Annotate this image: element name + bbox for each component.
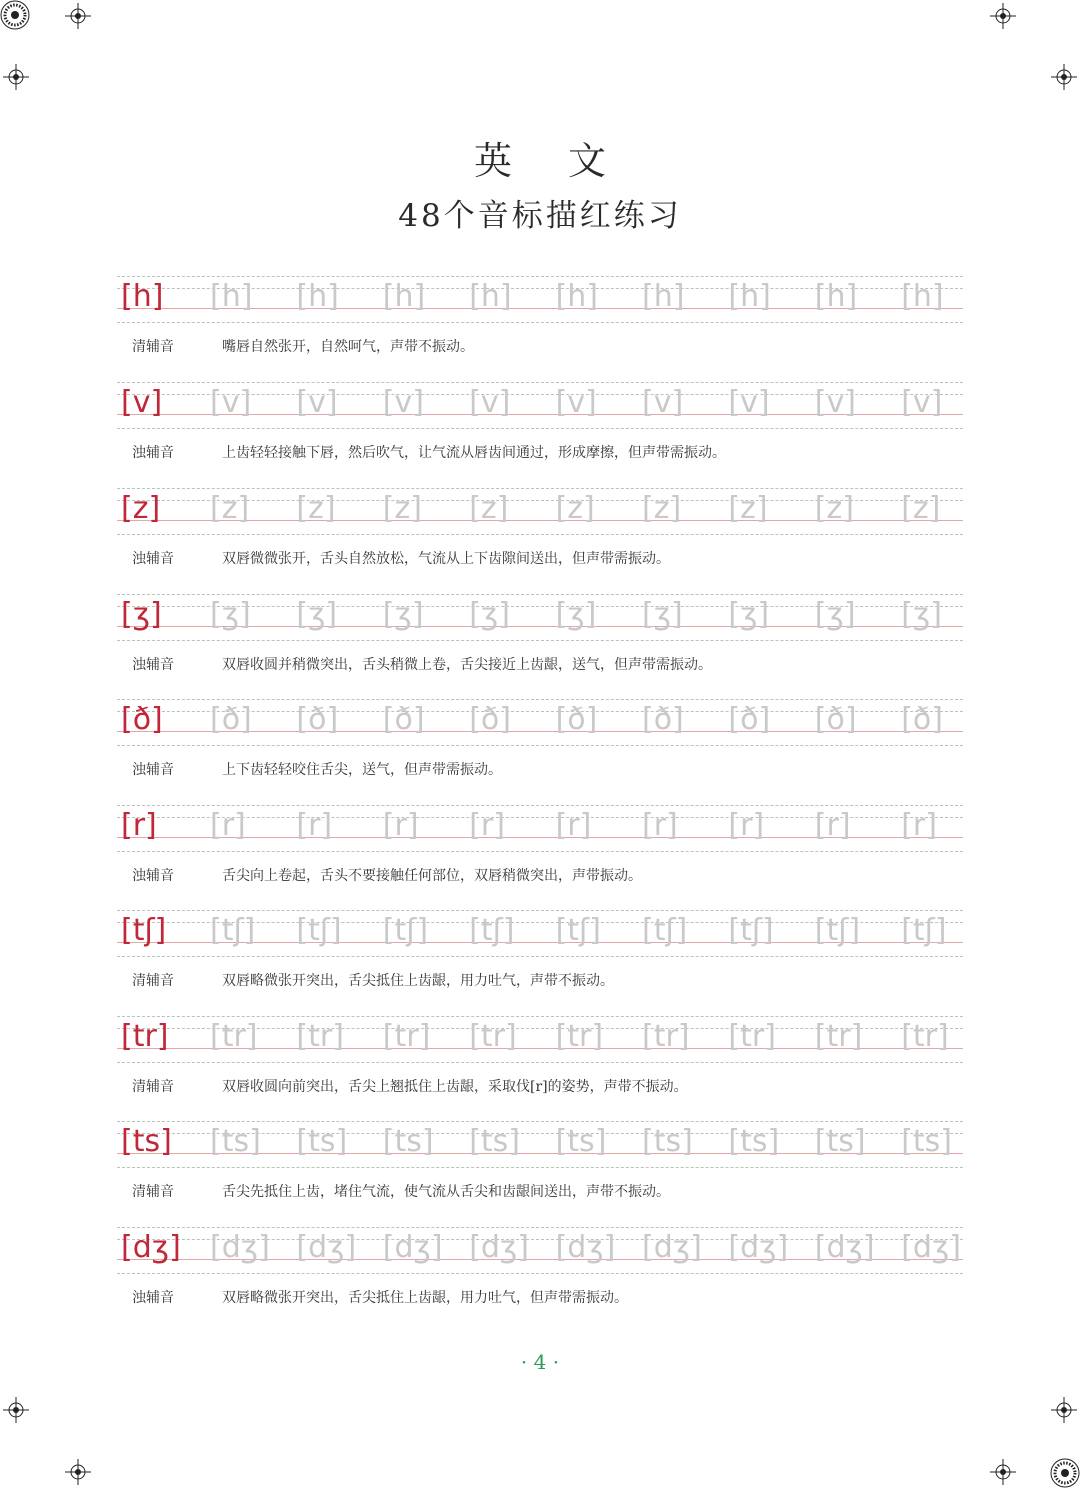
trace-symbol: [tʃ] <box>382 913 429 948</box>
phonetic-symbol: [z] <box>121 491 161 526</box>
trace-symbol: [tr] <box>555 1019 604 1054</box>
trace-symbol: [tʃ] <box>296 913 342 948</box>
guide-line <box>117 956 963 957</box>
trace-symbol: [ð] <box>642 702 684 737</box>
trace-symbol: [r] <box>296 808 333 843</box>
trace-symbol: [ʒ] <box>296 597 338 632</box>
trace-symbol: [tʃ] <box>814 913 861 948</box>
trace-symbol: [tr] <box>814 1019 863 1054</box>
trace-symbol: [ts] <box>814 1124 866 1159</box>
trace-symbol: [r] <box>555 808 592 843</box>
guide-line <box>117 1167 963 1168</box>
trace-symbol: [ð] <box>901 702 943 737</box>
trace-symbol: [h] <box>728 279 771 314</box>
practice-row <box>117 594 963 700</box>
trace-symbol: [v] <box>382 385 424 420</box>
phonetic-symbol: [r] <box>121 808 157 843</box>
trace-symbol: [tr] <box>901 1019 949 1054</box>
consonant-type: 浊辅音 <box>132 657 174 673</box>
guide-line <box>117 640 963 641</box>
trace-symbol: [h] <box>469 279 512 314</box>
practice-row <box>117 488 963 594</box>
sunburst-mark-icon <box>0 0 30 30</box>
trace-symbol: [dʒ] <box>210 1230 270 1265</box>
pronunciation-description: 双唇略微张开突出，舌尖抵住上齿龈，用力吐气，但声带需振动。 <box>222 1290 628 1306</box>
practice-row <box>117 1016 963 1122</box>
trace-symbol: [tr] <box>469 1019 517 1054</box>
trace-symbol: [z] <box>901 491 941 526</box>
sunburst-mark-icon <box>1050 1458 1080 1488</box>
trace-symbol: [z] <box>382 491 422 526</box>
trace-symbol: [dʒ] <box>901 1230 961 1265</box>
trace-symbol: [tʃ] <box>555 913 601 948</box>
phonetic-symbol: [v] <box>121 385 163 420</box>
trace-symbol: [tr] <box>382 1019 431 1054</box>
page-title: 英 文 <box>473 139 629 183</box>
trace-symbol: [ts] <box>296 1124 348 1159</box>
practice-row <box>117 382 963 488</box>
phonetic-symbol: [tʃ] <box>121 913 167 948</box>
trace-symbol: [tr] <box>296 1019 344 1054</box>
trace-symbol: [r] <box>469 808 505 843</box>
guide-line <box>117 1273 963 1274</box>
registration-mark-icon <box>65 1459 91 1485</box>
trace-symbol: [ð] <box>382 702 425 737</box>
registration-mark-icon <box>1051 64 1077 90</box>
trace-symbol: [dʒ] <box>296 1230 357 1265</box>
trace-symbol: [h] <box>296 279 339 314</box>
guide-line <box>117 1062 963 1063</box>
trace-symbol: [ʒ] <box>469 597 510 632</box>
guide-line <box>117 322 963 323</box>
trace-symbol: [tʃ] <box>210 913 256 948</box>
guide-line <box>117 1227 963 1228</box>
trace-symbol: [ð] <box>728 702 771 737</box>
phonetic-symbol: [ʒ] <box>121 597 162 632</box>
trace-symbol: [z] <box>728 491 768 526</box>
registration-mark-icon <box>990 3 1016 29</box>
pronunciation-description: 嘴唇自然张开，自然呵气，声带不振动。 <box>222 339 474 355</box>
trace-symbol: [ð] <box>555 702 598 737</box>
pronunciation-description: 双唇微微张开，舌头自然放松，气流从上下齿隙间送出，但声带需振动。 <box>222 551 670 567</box>
trace-symbol: [h] <box>901 279 944 314</box>
trace-symbol: [r] <box>728 808 765 843</box>
trace-symbol: [dʒ] <box>469 1230 529 1265</box>
trace-symbol: [ʒ] <box>901 597 942 632</box>
trace-symbol: [v] <box>728 385 770 420</box>
pronunciation-description: 双唇收圆向前突出，舌尖上翘抵住上齿龈，采取伐[r]的姿势，声带不振动。 <box>222 1079 688 1095</box>
trace-symbol: [ts] <box>382 1124 434 1159</box>
consonant-type: 清辅音 <box>132 1184 174 1200</box>
guide-line <box>117 910 963 911</box>
trace-symbol: [ð] <box>296 702 339 737</box>
registration-mark-icon <box>65 3 91 29</box>
trace-symbol: [ts] <box>210 1124 261 1159</box>
pronunciation-description: 双唇略微张开突出，舌尖抵住上齿龈，用力吐气，声带不振动。 <box>222 973 614 989</box>
guide-line <box>117 805 963 806</box>
registration-mark-icon <box>3 64 29 90</box>
guide-line <box>117 1121 963 1122</box>
practice-row <box>117 699 963 805</box>
pronunciation-description: 双唇收圆并稍微突出，舌头稍微上卷，舌尖接近上齿龈，送气，但声带需振动。 <box>222 657 712 673</box>
trace-symbol: [r] <box>901 808 937 843</box>
trace-symbol: [ʒ] <box>728 597 770 632</box>
consonant-type: 清辅音 <box>132 1079 174 1095</box>
guide-line <box>117 382 963 383</box>
trace-symbol: [tr] <box>642 1019 690 1054</box>
trace-symbol: [ʒ] <box>642 597 683 632</box>
consonant-type: 浊辅音 <box>132 1290 174 1306</box>
trace-symbol: [r] <box>814 808 851 843</box>
trace-symbol: [ʒ] <box>555 597 597 632</box>
guide-line <box>117 534 963 535</box>
trace-symbol: [v] <box>901 385 943 420</box>
trace-symbol: [z] <box>642 491 682 526</box>
guide-line <box>117 488 963 489</box>
consonant-type: 浊辅音 <box>132 551 174 567</box>
trace-symbol: [v] <box>296 385 338 420</box>
trace-symbol: [tʃ] <box>642 913 688 948</box>
practice-row <box>117 910 963 1016</box>
trace-symbol: [r] <box>210 808 246 843</box>
trace-symbol: [tr] <box>210 1019 258 1054</box>
pronunciation-description: 上下齿轻轻咬住舌尖，送气，但声带需振动。 <box>222 762 502 778</box>
trace-symbol: [h] <box>642 279 685 314</box>
practice-row <box>117 805 963 911</box>
trace-symbol: [ts] <box>469 1124 520 1159</box>
practice-row <box>117 1227 963 1333</box>
trace-symbol: [v] <box>555 385 597 420</box>
pronunciation-description: 上齿轻轻接触下唇，然后吹气，让气流从唇齿间通过，形成摩擦，但声带需振动。 <box>222 445 726 461</box>
pronunciation-description: 舌尖先抵住上齿，堵住气流，使气流从舌尖和齿龈间送出，声带不振动。 <box>222 1184 670 1200</box>
consonant-type: 浊辅音 <box>132 762 174 778</box>
trace-symbol: [ts] <box>642 1124 693 1159</box>
trace-symbol: [ts] <box>901 1124 952 1159</box>
consonant-type: 清辅音 <box>132 339 174 355</box>
trace-symbol: [z] <box>469 491 509 526</box>
trace-symbol: [ts] <box>728 1124 780 1159</box>
consonant-type: 清辅音 <box>132 973 174 989</box>
guide-line <box>117 745 963 746</box>
consonant-type: 浊辅音 <box>132 445 174 461</box>
phonetic-symbol: [tr] <box>121 1019 169 1054</box>
trace-symbol: [dʒ] <box>555 1230 616 1265</box>
phonetic-symbol: [h] <box>121 279 164 314</box>
trace-symbol: [h] <box>382 279 426 314</box>
guide-line <box>117 428 963 429</box>
trace-symbol: [tʃ] <box>469 913 515 948</box>
registration-mark-icon <box>990 1459 1016 1485</box>
guide-line <box>117 1016 963 1017</box>
trace-symbol: [ts] <box>555 1124 607 1159</box>
trace-symbol: [dʒ] <box>728 1230 789 1265</box>
trace-symbol: [v] <box>642 385 684 420</box>
guide-line <box>117 594 963 595</box>
practice-row <box>117 1121 963 1227</box>
trace-symbol: [ʒ] <box>382 597 424 632</box>
trace-symbol: [tʃ] <box>728 913 774 948</box>
phonetic-symbol: [ts] <box>121 1124 172 1159</box>
trace-symbol: [h] <box>555 279 599 314</box>
trace-symbol: [ð] <box>814 702 857 737</box>
page-number: · 4 · <box>520 1350 560 1374</box>
trace-symbol: [tʃ] <box>901 913 947 948</box>
trace-symbol: [tr] <box>728 1019 776 1054</box>
registration-mark-icon <box>3 1397 29 1423</box>
guide-line <box>117 851 963 852</box>
trace-symbol: [ð] <box>210 702 252 737</box>
phonetic-symbol: [dʒ] <box>121 1230 181 1265</box>
trace-symbol: [dʒ] <box>382 1230 443 1265</box>
trace-symbol: [h] <box>814 279 858 314</box>
trace-symbol: [dʒ] <box>814 1230 875 1265</box>
pronunciation-description: 舌尖向上卷起，舌头不要接触任何部位，双唇稍微突出，声带振动。 <box>222 868 642 884</box>
trace-symbol: [z] <box>555 491 595 526</box>
guide-line <box>117 276 963 277</box>
trace-symbol: [h] <box>210 279 253 314</box>
trace-symbol: [z] <box>210 491 250 526</box>
registration-mark-icon <box>1051 1397 1077 1423</box>
trace-symbol: [z] <box>296 491 336 526</box>
guide-line <box>117 699 963 700</box>
trace-symbol: [z] <box>814 491 854 526</box>
consonant-type: 浊辅音 <box>132 868 174 884</box>
trace-symbol: [v] <box>469 385 511 420</box>
phonetic-symbol: [ð] <box>121 702 163 737</box>
trace-symbol: [r] <box>642 808 678 843</box>
trace-symbol: [ð] <box>469 702 511 737</box>
trace-symbol: [v] <box>814 385 856 420</box>
practice-row <box>117 276 963 382</box>
trace-symbol: [r] <box>382 808 419 843</box>
page-subtitle: 48个音标描红练习 <box>398 198 682 234</box>
trace-symbol: [dʒ] <box>642 1230 702 1265</box>
trace-symbol: [ʒ] <box>814 597 856 632</box>
trace-symbol: [v] <box>210 385 252 420</box>
trace-symbol: [ʒ] <box>210 597 251 632</box>
